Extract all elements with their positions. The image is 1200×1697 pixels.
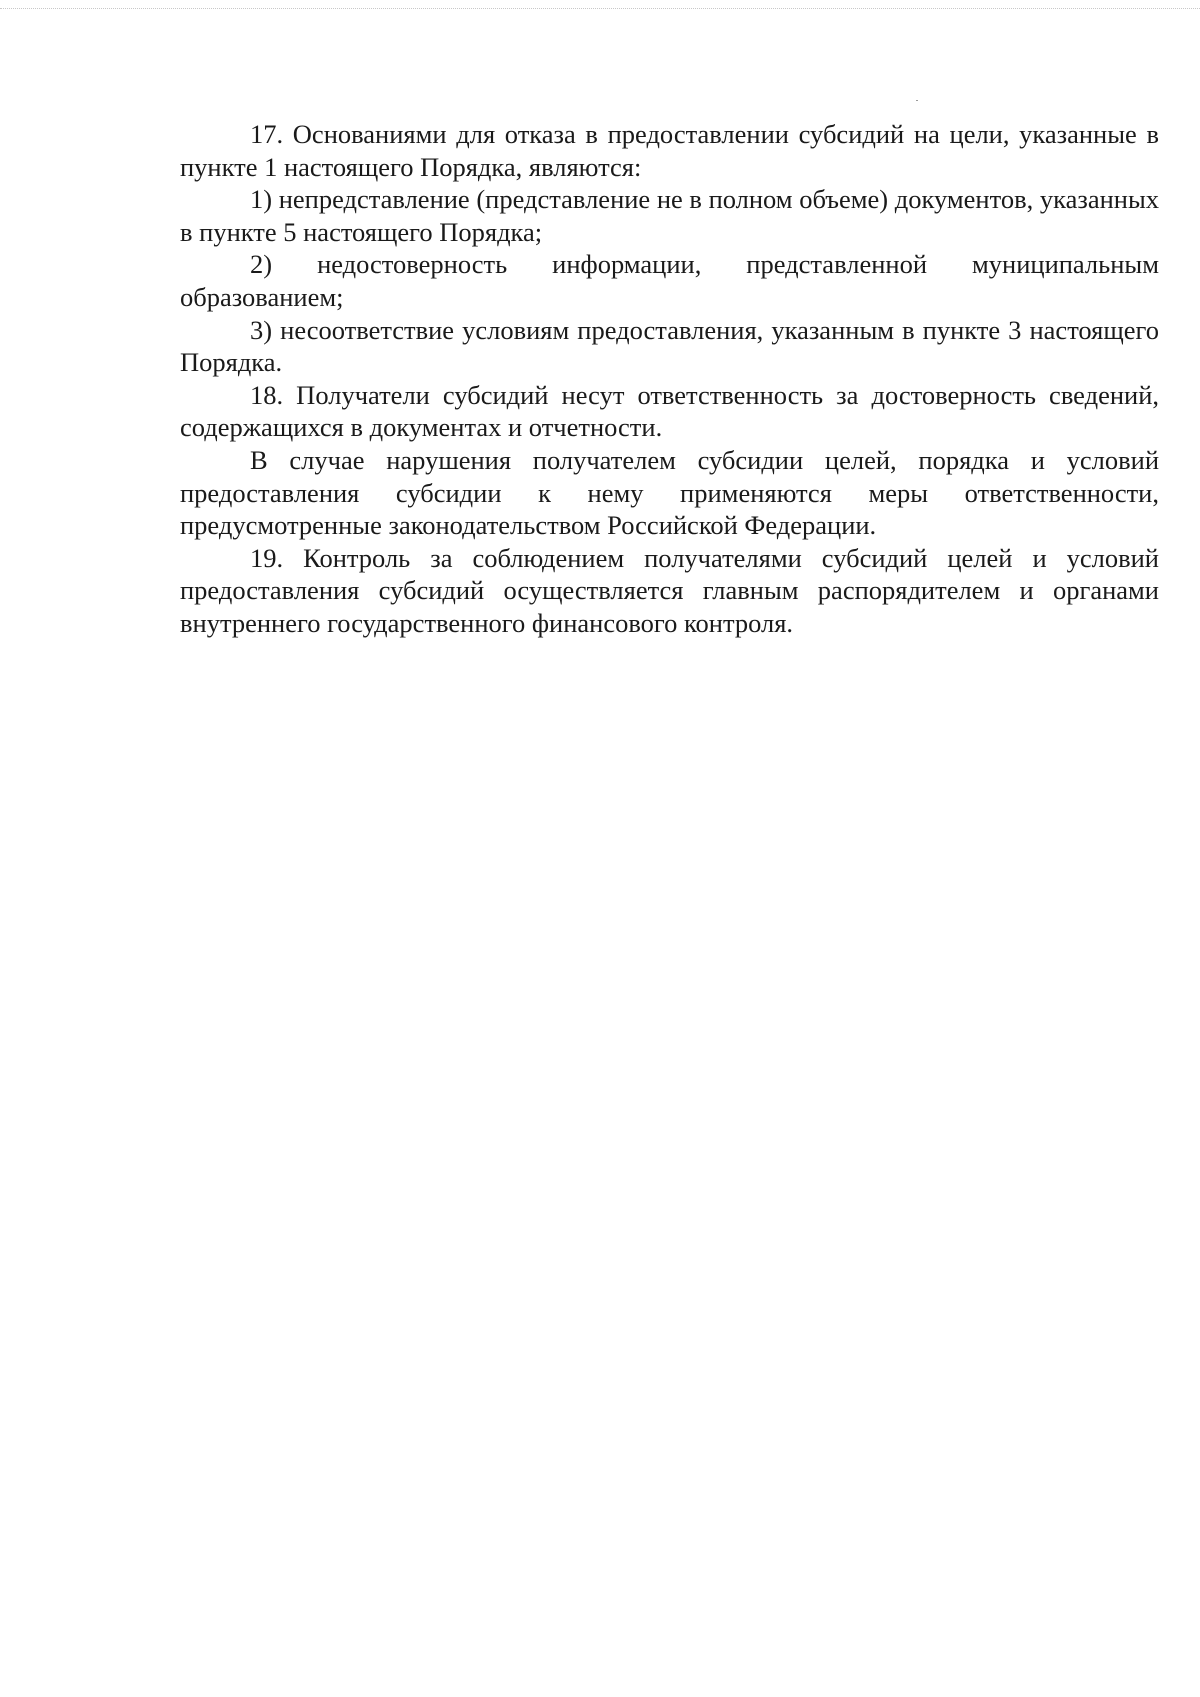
- paragraph-17-item-1: 1) непредставление (представление не в полном объеме) документов, указанных в пункте 5 настоящего Порядка;: [180, 184, 1159, 247]
- paragraph-17: 17. Основаниями для отказа в предоставлении субсидий на цели, указанные в пункте 1 настоящего Порядка, являются:: [180, 119, 1159, 182]
- paragraph-17-item-3: 3) несоответствие условиям предоставления, указанным в пункте 3 настоящего Порядка.: [180, 314, 1159, 378]
- document-body: [180, 118, 1159, 640]
- scan-edge-line: [0, 8, 1200, 9]
- paragraph-17-item-2: 2) недостоверность информации, представленной муниципальным образованием;: [180, 249, 1159, 312]
- paragraph-18: 18. Получатели субсидий несут ответственность за достоверность сведений, содержащихся в документах и отчетности.: [180, 379, 1159, 443]
- paragraph-19: 19. Контроль за соблюдением получателями субсидий целей и условий предоставления субсидий осуществляется главным распорядителем и органами внутреннего государственного финансового контроля.: [180, 542, 1159, 638]
- scan-speck: [916, 100, 918, 101]
- paragraph-18-violation: В случае нарушения получателем субсидии целей, порядка и условий предоставления субсидии к нему применяются меры ответственности, предусмотренные законодательством Российской Федерации.: [180, 444, 1159, 541]
